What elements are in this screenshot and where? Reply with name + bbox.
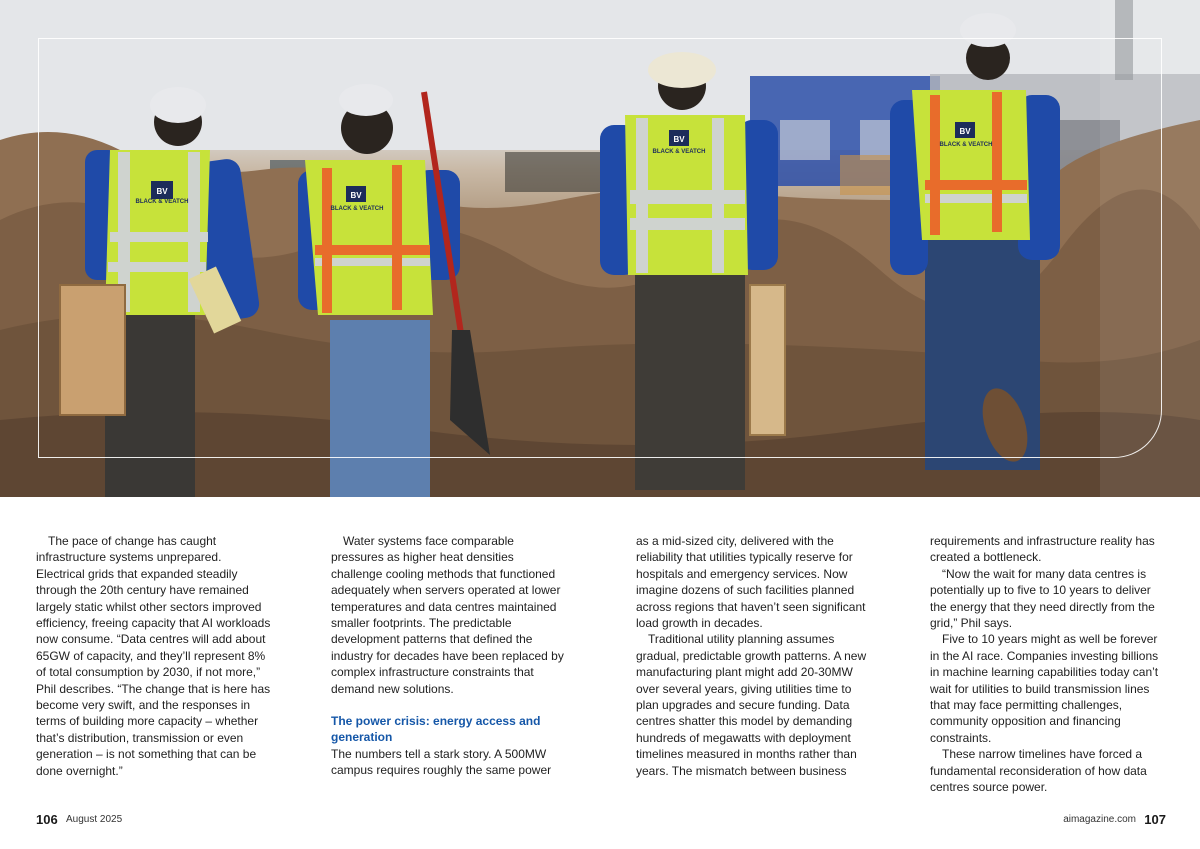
issue-date: August 2025 (66, 814, 123, 825)
paragraph: as a mid-sized city, delivered with the reliability that utilities typically reserve for hospitals and emergency services. Now imagine dozens of such facilities planned across regions that haven’t seen significant load growth in decades. (636, 534, 866, 631)
paragraph: Five to 10 years might as well be forever in the AI race. Companies investing billions in machine learning capabilities today can’t wait for utilities to build transmission lines that may face permitting challenges, community opposition and financing constraints. (930, 632, 1159, 745)
left-page-number: 106 (36, 812, 58, 827)
website-link[interactable]: aimagazine.com (1063, 814, 1136, 825)
paragraph: requirements and infrastructure reality has created a bottleneck. (930, 534, 1155, 565)
vest-mark-2: BV (350, 191, 362, 200)
paragraph: “Now the wait for many data centres is potentially up to five to 10 years to deliver the energy that they need directly from the grid,” Phil says. (930, 566, 1155, 631)
vest-mark-3: BV (673, 135, 685, 144)
vest-logo-1: BLACK & VEATCH (135, 199, 189, 205)
vest-mark-1: BV (156, 187, 168, 196)
paragraph: The numbers tell a stark story. A 500MW campus requires roughly the same power (331, 746, 552, 778)
paragraph: Traditional utility planning assumes gradual, predictable growth patterns. A new manufacturing plant might add 20-30MW over several years, giving utilities time to plan upgrades and secure funding. Data centres shatter this model by demanding hundreds of megawatts with deployment timelines measured in months rather than years. The mismatch between business (636, 632, 867, 778)
paragraph: The pace of change has caught infrastructure systems unprepared. Electrical grids that expanded steadily through the 20th century have remained largely static whilst other sectors improved efficiency, freeing capacity that AI workloads now consume. “Data centres will add about 65GW of capacity, and they’ll represent 8% of total consumption by 2030, if not more,” Phil describes. “The change that is here has become very swift, and the responses in terms of building more capacity – whether that’s distribution, transmission or even generation – is not something that can be done overnight.” (36, 534, 271, 778)
article-column-2 (331, 533, 567, 779)
article-column-3 (636, 533, 872, 779)
article-column-4 (930, 533, 1166, 796)
vest-logo-3: BLACK & VEATCH (652, 149, 706, 155)
paragraph: Water systems face comparable pressures as higher heat densities challenge cooling methods that functioned adequately when servers operated at lower temperatures and data centres maintained smaller footprints. The predictable development patterns that defined the industry for decades have been replaced by complex infrastructure constraints that demand new solutions. (331, 534, 564, 696)
paragraph: These narrow timelines have forced a fundamental reconsideration of how data centres source power. (930, 747, 1147, 795)
section-heading: The power crisis: energy access and generation (331, 714, 541, 745)
article-column-1 (36, 533, 272, 779)
vest-mark-4: BV (959, 127, 971, 136)
article-body (0, 533, 1200, 803)
vest-logo-4: BLACK & VEATCH (939, 142, 993, 148)
right-page-number: 107 (1144, 812, 1166, 827)
vest-logo-2: BLACK & VEATCH (330, 206, 384, 212)
page-footer (0, 812, 1200, 832)
